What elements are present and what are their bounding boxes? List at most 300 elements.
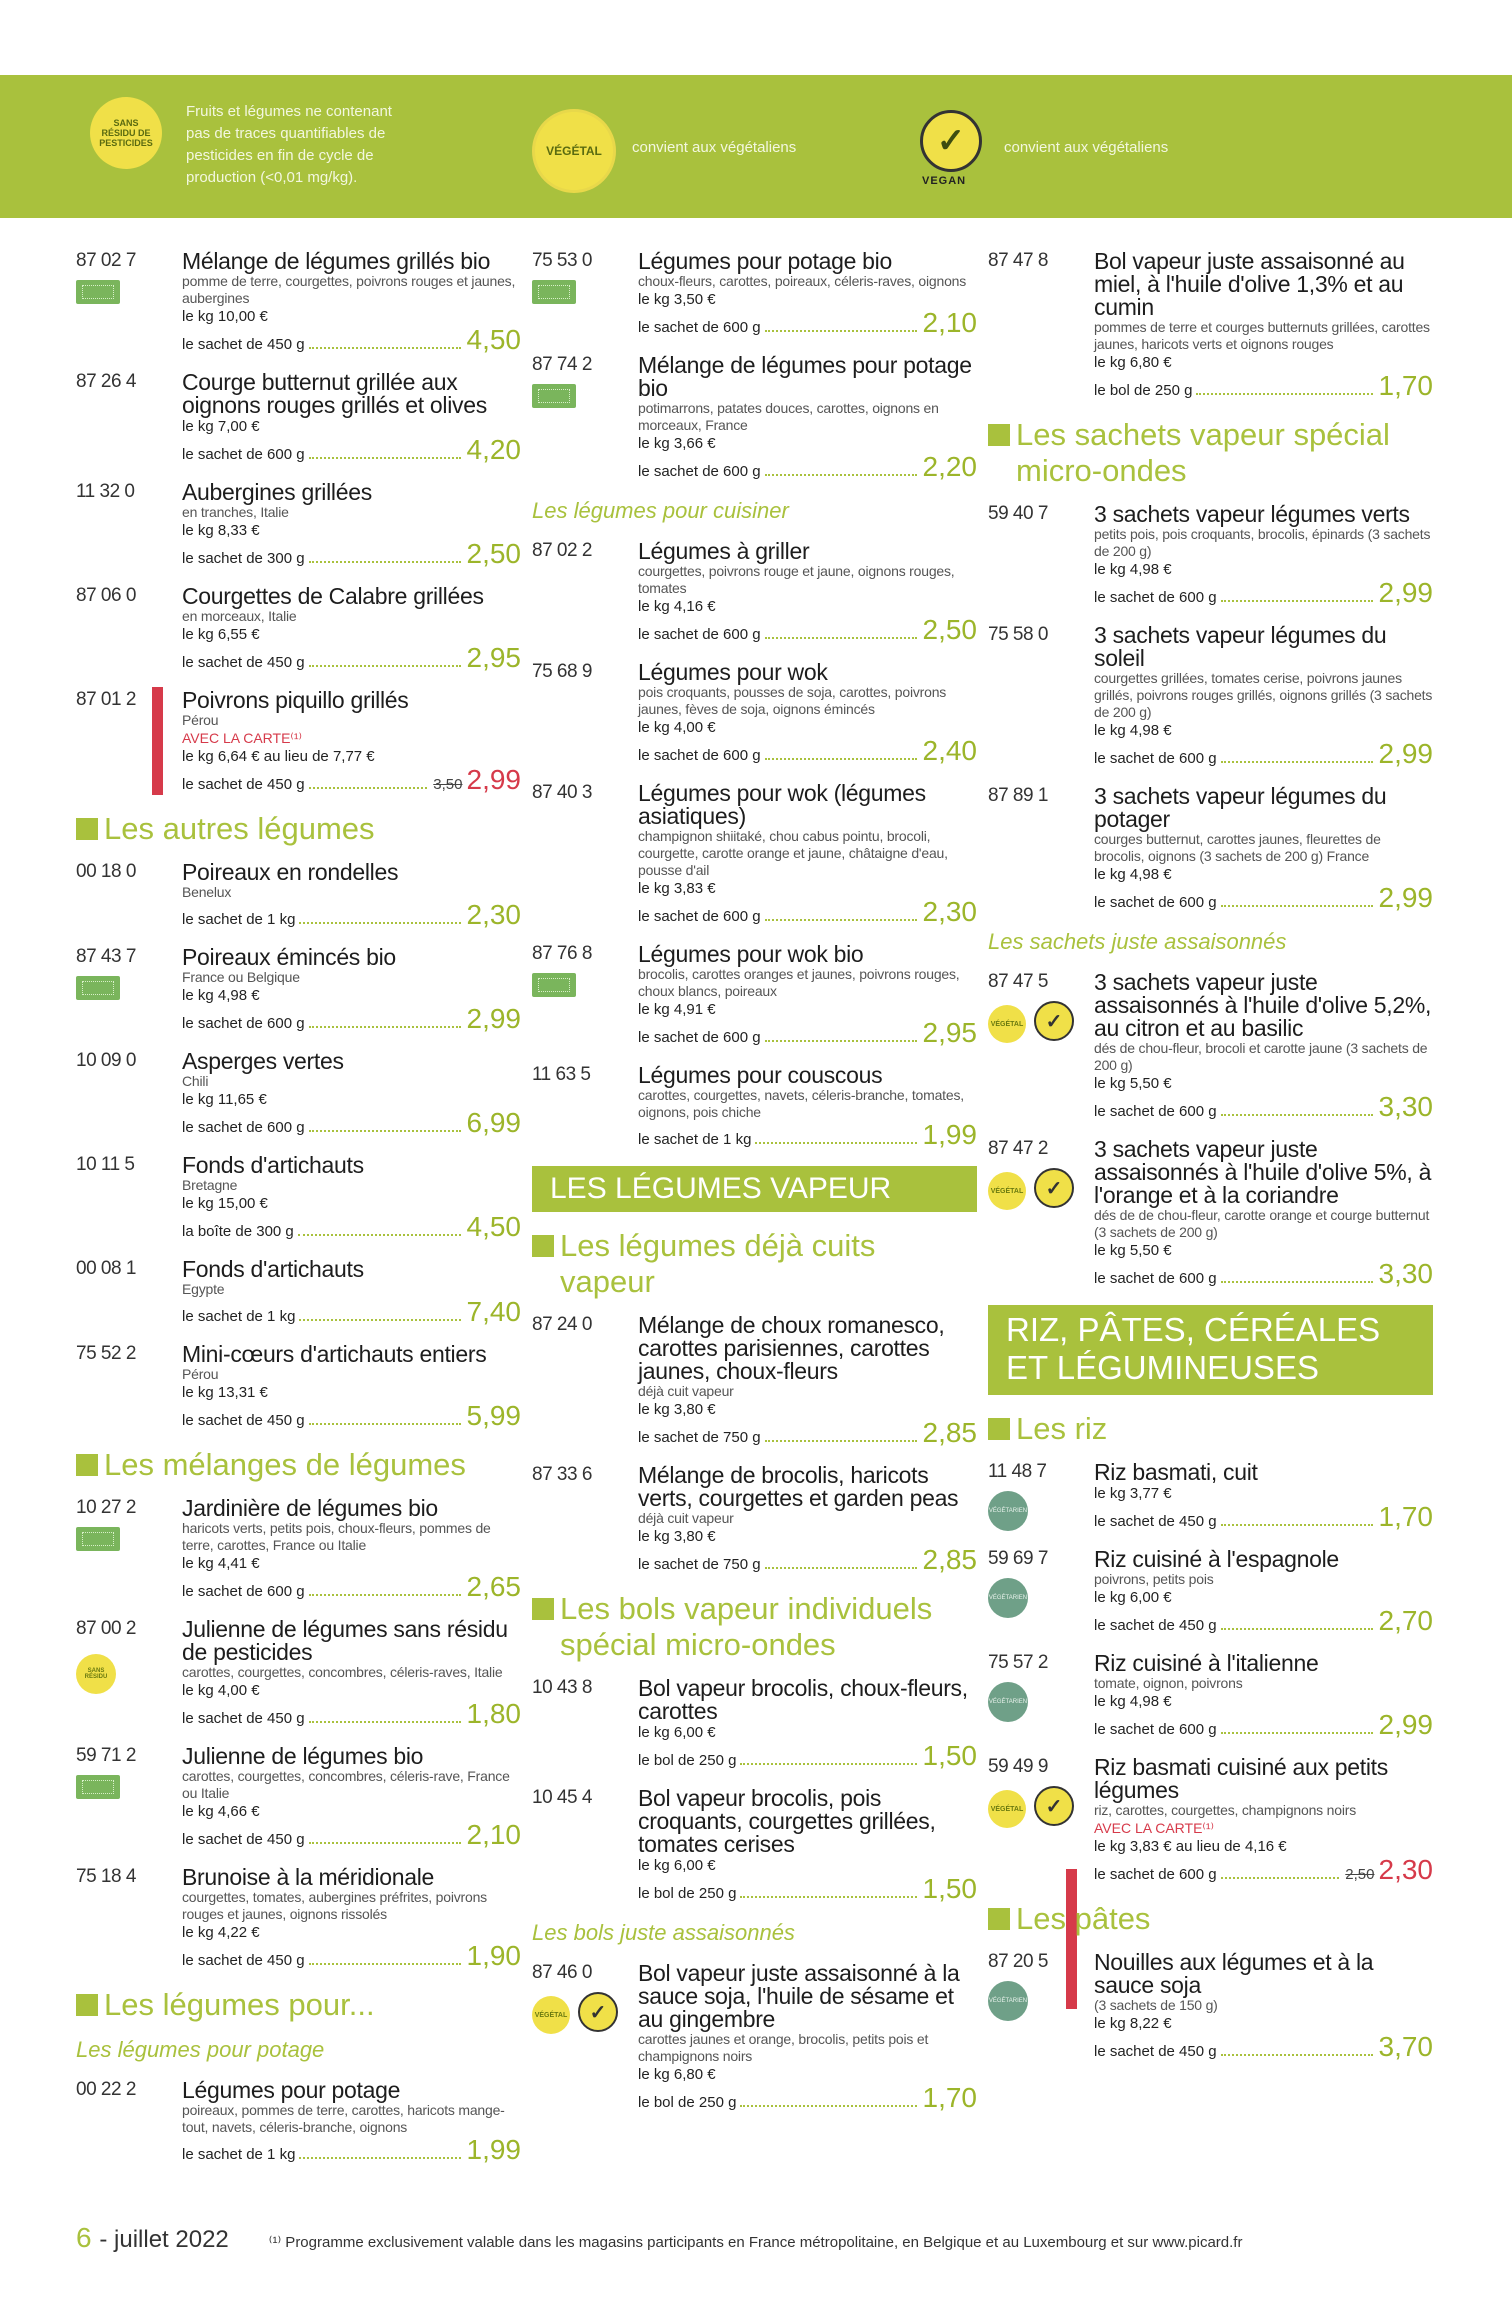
product-item xyxy=(76,1050,521,1136)
vegan-icon: ✓ xyxy=(578,1992,618,2032)
product-name: Légumes pour potage xyxy=(182,2077,401,2103)
price-per-kg: le kg 6,80 € xyxy=(1094,354,1172,371)
sans-residu-icon: SANS RÉSIDU xyxy=(76,1654,116,1694)
product-desc: carottes, courgettes, concombres, céleris-raves, Italie xyxy=(182,1664,503,1680)
product-name: Légumes à griller xyxy=(638,538,810,564)
price: 1,70 xyxy=(1378,1501,1433,1532)
price-per-kg: le kg 6,64 € au lieu de 7,77 € xyxy=(182,748,375,765)
product-item xyxy=(76,946,521,1032)
price-per-kg: le kg 4,98 € xyxy=(1094,561,1172,578)
product-name: Courge butternut grillée aux oignons rouges grillés et olives xyxy=(182,369,487,418)
product-code: 87 47 2 xyxy=(988,1138,1048,1159)
section-heading: Les autres légumes xyxy=(76,811,521,847)
unit: le sachet de 1 kg xyxy=(182,2146,296,2163)
price-per-kg: le kg 4,98 € xyxy=(182,987,260,1004)
product-name: Bol vapeur juste assaisonné à la sauce soja, l'huile de sésame et au gingembre xyxy=(638,1960,960,2032)
unit: le sachet de 600 g xyxy=(1094,1866,1217,1883)
price: 1,70 xyxy=(1378,370,1433,401)
product-desc: Chili xyxy=(182,1073,209,1089)
product-name: 3 sachets vapeur juste assaisonnés à l'huile d'olive 5,2%, au citron et au basilic xyxy=(1094,969,1432,1041)
price-per-kg: le kg 7,00 € xyxy=(182,418,260,435)
product-name: Riz basmati, cuit xyxy=(1094,1459,1258,1485)
product-item xyxy=(76,861,521,928)
subsection-heading: Les légumes pour potage xyxy=(76,2037,325,2062)
product-item xyxy=(532,1464,977,1573)
product-desc: choux-fleurs, carottes, poireaux, céleris-raves, oignons xyxy=(638,273,967,289)
unit: le sachet de 600 g xyxy=(1094,1270,1217,1287)
price-line xyxy=(1094,1258,1433,1289)
product-item xyxy=(76,1343,521,1429)
product-code: 87 74 2 xyxy=(532,354,592,375)
product-code: 10 11 5 xyxy=(76,1154,135,1175)
price: 2,30 xyxy=(466,899,521,930)
product-desc: Pérou xyxy=(182,712,219,728)
price-line xyxy=(1094,1854,1433,1885)
product-name: Bol vapeur juste assaisonné au miel, à l'huile d'olive 1,3% et au cumin xyxy=(1094,248,1405,320)
price: 5,99 xyxy=(466,1400,521,1431)
price-line xyxy=(638,451,977,482)
product-name: Fonds d'artichauts xyxy=(182,1256,364,1282)
unit: le sachet de 600 g xyxy=(638,626,761,643)
column-2 xyxy=(532,250,977,2129)
product-name: Julienne de légumes sans résidu de pesticides xyxy=(182,1616,508,1665)
price: 2,99 xyxy=(1378,738,1433,769)
unit: le bol de 250 g xyxy=(1094,382,1193,399)
product-desc: riz, carottes, courgettes, champignons noirs xyxy=(1094,1802,1356,1818)
sans-residu-badge-icon: SANS RÉSIDU DE PESTICIDES xyxy=(90,97,162,169)
product-code: 10 43 8 xyxy=(532,1677,592,1698)
subsection-heading: Les bols juste assaisonnés xyxy=(532,1920,795,1945)
old-price: 3,50 xyxy=(433,776,463,793)
price-line xyxy=(638,1544,977,1575)
product-name: Julienne de légumes bio xyxy=(182,1743,424,1769)
product-desc: courgettes, tomates, aubergines préfrites, poivrons rouges et jaunes, oignons rissolés xyxy=(182,1889,487,1922)
price: 4,50 xyxy=(466,324,521,355)
product-code: 59 71 2 xyxy=(76,1745,136,1766)
section-heading: Les mélanges de légumes xyxy=(76,1447,521,1483)
price-line xyxy=(182,764,521,795)
price-per-kg: le kg 3,66 € xyxy=(638,435,716,452)
product-code: 75 52 2 xyxy=(76,1343,136,1364)
product-item xyxy=(988,971,1433,1120)
product-name: Brunoise à la méridionale xyxy=(182,1864,435,1890)
product-name: Mélange de brocolis, haricots verts, courgettes et garden peas xyxy=(638,1462,959,1511)
price-line xyxy=(182,324,521,355)
unit: le sachet de 450 g xyxy=(1094,2043,1217,2060)
product-desc: haricots verts, petits pois, choux-fleurs, pommes de terre, carottes, France ou Italie xyxy=(182,1520,491,1553)
price-line xyxy=(638,1119,977,1150)
product-name: Jardinière de légumes bio xyxy=(182,1495,438,1521)
product-item xyxy=(532,1787,977,1902)
price: 3,70 xyxy=(1378,2031,1433,2062)
price: 2,50 xyxy=(922,614,977,645)
product-code: 11 48 7 xyxy=(988,1461,1047,1482)
unit: le sachet de 600 g xyxy=(182,446,305,463)
product-desc: France ou Belgique xyxy=(182,969,300,985)
product-code: 87 76 8 xyxy=(532,943,592,964)
product-code: 59 49 9 xyxy=(988,1756,1048,1777)
product-name: Mélange de légumes grillés bio xyxy=(182,248,491,274)
product-item xyxy=(532,661,977,764)
product-desc: dés de de chou-fleur, carotte orange et courge butternut (3 sachets de 200 g) xyxy=(1094,1207,1430,1240)
price: 7,40 xyxy=(466,1296,521,1327)
banner-text-vegan: convient aux végétaliens xyxy=(1004,139,1169,156)
product-item xyxy=(76,1154,521,1240)
product-code: 87 89 1 xyxy=(988,785,1048,806)
product-name: Légumes pour wok bio xyxy=(638,941,864,967)
product-name: Nouilles aux légumes et à la sauce soja xyxy=(1094,1949,1374,1998)
product-item xyxy=(76,585,521,671)
unit: le bol de 250 g xyxy=(638,1752,737,1769)
vegan-icon: ✓ xyxy=(1034,1168,1074,1208)
product-item xyxy=(532,250,977,336)
product-item xyxy=(532,354,977,480)
unit: le sachet de 450 g xyxy=(182,1710,305,1727)
product-code: 87 43 7 xyxy=(76,946,136,967)
banner-text-vegetal: convient aux végétaliens xyxy=(632,139,797,156)
unit: le sachet de 450 g xyxy=(182,1952,305,1969)
price-line xyxy=(638,1017,977,1048)
unit: le sachet de 600 g xyxy=(182,1583,305,1600)
product-desc: courgettes, poivrons rouge et jaune, oignons rouges, tomates xyxy=(638,563,955,596)
product-item xyxy=(988,1951,1433,2060)
price: 1,70 xyxy=(922,2082,977,2113)
price-line xyxy=(1094,882,1433,913)
product-name: Aubergines grillées xyxy=(182,479,372,505)
bio-logo-icon xyxy=(532,384,576,408)
product-desc: poireaux, pommes de terre, carottes, haricots mange-tout, navets, céleris-branche, oignons xyxy=(182,2102,505,2135)
old-price: 2,50 xyxy=(1345,1866,1375,1883)
vegetarien-icon: VÉGÉTARIEN xyxy=(988,1491,1028,1531)
product-name: Mélange de choux romanesco, carottes parisiennes, carottes jaunes, choux-fleurs xyxy=(638,1312,945,1384)
price-per-kg: le kg 4,22 € xyxy=(182,1924,260,1941)
product-desc: pomme de terre, courgettes, poivrons rouges et jaunes, aubergines xyxy=(182,273,516,306)
product-code: 11 32 0 xyxy=(76,481,135,502)
price-per-kg: le kg 15,00 € xyxy=(182,1195,268,1212)
product-item xyxy=(988,1652,1433,1738)
bio-logo-icon xyxy=(76,1775,120,1799)
bio-logo-icon xyxy=(76,280,120,304)
price-line xyxy=(182,1400,521,1431)
vegetarien-icon: VÉGÉTARIEN xyxy=(988,1578,1028,1618)
product-code: 10 45 4 xyxy=(532,1787,592,1808)
price: 1,50 xyxy=(922,1873,977,1904)
price: 1,90 xyxy=(466,1940,521,1971)
price-line xyxy=(182,642,521,673)
vegetal-icon: VÉGÉTAL xyxy=(988,1172,1026,1210)
product-name: Poivrons piquillo grillés xyxy=(182,687,409,713)
product-desc: pommes de terre et courges butternuts grillées, carottes jaunes, haricots verts et oignons rouges xyxy=(1094,319,1430,352)
product-desc: Bretagne xyxy=(182,1177,238,1193)
product-item xyxy=(988,1756,1433,1883)
price: 2,65 xyxy=(466,1571,521,1602)
product-code: 10 27 2 xyxy=(76,1497,136,1518)
product-item xyxy=(988,503,1433,606)
product-desc: brocolis, carottes oranges et jaunes, poivrons rouges, choux blancs, poireaux xyxy=(638,966,960,999)
vegetal-icon: VÉGÉTAL xyxy=(988,1005,1026,1043)
price-per-kg: le kg 3,83 € xyxy=(638,880,716,897)
price-line xyxy=(638,1417,977,1448)
unit: le sachet de 750 g xyxy=(638,1556,761,1573)
product-item xyxy=(76,481,521,567)
section-heading: Les légumes déjà cuits vapeur xyxy=(532,1228,977,1300)
price-per-kg: le kg 11,65 € xyxy=(182,1091,267,1108)
product-item xyxy=(988,1461,1433,1530)
price: 2,10 xyxy=(922,307,977,338)
unit: le sachet de 450 g xyxy=(182,654,305,671)
price-line xyxy=(182,1698,521,1729)
product-item xyxy=(532,1962,977,2111)
product-code: 00 22 2 xyxy=(76,2079,136,2100)
unit: le sachet de 600 g xyxy=(1094,1103,1217,1120)
product-desc: courgettes grillées, tomates cerise, poivrons jaunes grillés, poivrons rouges grillés, oignons grillés (3 sachets de 200 g) xyxy=(1094,670,1433,720)
bio-logo-icon xyxy=(76,1527,120,1551)
product-name: Bol vapeur brocolis, pois croquants, courgettes grillées, tomates cerises xyxy=(638,1785,936,1857)
product-item xyxy=(76,1258,521,1325)
price: 4,20 xyxy=(466,434,521,465)
price-per-kg: le kg 6,55 € xyxy=(182,626,260,643)
product-code: 87 26 4 xyxy=(76,371,136,392)
product-name: Fonds d'artichauts xyxy=(182,1152,364,1178)
price-per-kg: le kg 5,50 € xyxy=(1094,1075,1172,1092)
price-line xyxy=(1094,1091,1433,1122)
unit: le sachet de 450 g xyxy=(182,1831,305,1848)
vegetarien-icon: VÉGÉTARIEN xyxy=(988,1981,1028,2021)
vegetal-icon: VÉGÉTAL xyxy=(988,1790,1026,1828)
price-line xyxy=(182,1940,521,1971)
unit: le bol de 250 g xyxy=(638,2094,737,2111)
product-name: Légumes pour potage bio xyxy=(638,248,892,274)
vegetarien-icon: VÉGÉTARIEN xyxy=(988,1682,1028,1722)
product-item xyxy=(532,1314,977,1446)
price-per-kg: le kg 6,00 € xyxy=(638,1724,716,1741)
product-code: 87 02 7 xyxy=(76,250,136,271)
product-item xyxy=(532,1064,977,1148)
product-code: 75 53 0 xyxy=(532,250,592,271)
unit: le sachet de 750 g xyxy=(638,1429,761,1446)
unit: le bol de 250 g xyxy=(638,1885,737,1902)
product-item xyxy=(532,943,977,1046)
price-line xyxy=(182,538,521,569)
price-per-kg: le kg 10,00 € xyxy=(182,308,268,325)
unit: la boîte de 300 g xyxy=(182,1223,294,1240)
product-desc: poivrons, petits pois xyxy=(1094,1571,1214,1587)
price-line xyxy=(638,1873,977,1904)
price-per-kg: le kg 6,80 € xyxy=(638,2066,716,2083)
price-line xyxy=(182,434,521,465)
product-code: 87 01 2 xyxy=(76,689,136,710)
price-line xyxy=(1094,1605,1433,1636)
price: 2,20 xyxy=(922,451,977,482)
price-per-kg: le kg 6,00 € xyxy=(1094,1589,1172,1606)
price-line xyxy=(1094,370,1433,401)
section-heading: Les riz xyxy=(988,1411,1433,1447)
section-heading: Les sachets vapeur spécial micro-ondes xyxy=(988,417,1433,489)
product-code: 87 06 0 xyxy=(76,585,136,606)
price-per-kg: le kg 4,00 € xyxy=(638,719,716,736)
price: 1,99 xyxy=(466,2134,521,2165)
product-desc: Pérou xyxy=(182,1366,219,1382)
product-name: Légumes pour wok xyxy=(638,659,828,685)
product-desc: en tranches, Italie xyxy=(182,504,289,520)
price: 2,10 xyxy=(466,1819,521,1850)
product-desc: déjà cuit vapeur xyxy=(638,1383,734,1399)
price-per-kg: le kg 4,16 € xyxy=(638,598,716,615)
product-item xyxy=(76,1745,521,1848)
bio-logo-icon xyxy=(532,280,576,304)
price: 4,50 xyxy=(466,1211,521,1242)
product-item xyxy=(532,782,977,925)
product-name: Riz basmati cuisiné aux petits légumes xyxy=(1094,1754,1388,1803)
unit: le sachet de 600 g xyxy=(638,747,761,764)
unit: le sachet de 600 g xyxy=(638,463,761,480)
price-per-kg: le kg 3,80 € xyxy=(638,1401,716,1418)
price-per-kg: le kg 3,80 € xyxy=(638,1528,716,1545)
price-line xyxy=(182,2134,521,2165)
product-code: 59 69 7 xyxy=(988,1548,1048,1569)
section-heading: Les pâtes xyxy=(988,1901,1433,1937)
product-desc: Egypte xyxy=(182,1281,225,1297)
promo-label: AVEC LA CARTE⁽¹⁾ xyxy=(182,730,302,746)
product-name: 3 sachets vapeur légumes du potager xyxy=(1094,783,1387,832)
price-line xyxy=(182,1571,521,1602)
subsection-heading: Les légumes pour cuisiner xyxy=(532,498,789,523)
product-item xyxy=(988,1138,1433,1287)
unit: le sachet de 600 g xyxy=(638,908,761,925)
price: 1,99 xyxy=(922,1119,977,1150)
price: 6,99 xyxy=(466,1107,521,1138)
vegetal-icon: VÉGÉTAL xyxy=(532,1996,570,2034)
unit: le sachet de 450 g xyxy=(182,776,305,793)
footer xyxy=(76,2222,1456,2254)
unit: le sachet de 600 g xyxy=(182,1015,305,1032)
column-1 xyxy=(76,250,521,2181)
page-number: 6 - juillet 2022 xyxy=(76,2222,229,2253)
product-code: 75 57 2 xyxy=(988,1652,1048,1673)
unit: le sachet de 300 g xyxy=(182,550,305,567)
unit: le sachet de 450 g xyxy=(1094,1617,1217,1634)
category-band: RIZ, PÂTES, CÉRÉALES ET LÉGUMINEUSES xyxy=(988,1305,1433,1395)
product-item xyxy=(532,540,977,643)
product-name: Mélange de légumes pour potage bio xyxy=(638,352,972,401)
price: 2,95 xyxy=(466,642,521,673)
product-name: Bol vapeur brocolis, choux-fleurs, carottes xyxy=(638,1675,968,1724)
product-name: Asperges vertes xyxy=(182,1048,344,1074)
price: 2,40 xyxy=(922,735,977,766)
price: 3,30 xyxy=(1378,1258,1433,1289)
unit: le sachet de 600 g xyxy=(182,1119,305,1136)
product-name: 3 sachets vapeur légumes verts xyxy=(1094,501,1410,527)
unit: le sachet de 600 g xyxy=(1094,1721,1217,1738)
product-name: Riz cuisiné à l'espagnole xyxy=(1094,1546,1339,1572)
category-band: LES LÉGUMES VAPEUR xyxy=(532,1166,977,1212)
price-per-kg: le kg 8,33 € xyxy=(182,522,260,539)
unit: le sachet de 450 g xyxy=(182,336,305,353)
unit: le sachet de 600 g xyxy=(1094,894,1217,911)
product-desc: carottes jaunes et orange, brocolis, petits pois et champignons noirs xyxy=(638,2031,929,2064)
product-code: 87 24 0 xyxy=(532,1314,592,1335)
product-desc: pois croquants, pousses de soja, carottes, poivrons jaunes, fèves de soja, oignons émincés xyxy=(638,684,947,717)
price: 2,99 xyxy=(466,764,521,795)
product-name: 3 sachets vapeur légumes du soleil xyxy=(1094,622,1387,671)
section-heading: Les bols vapeur individuels spécial micro-ondes xyxy=(532,1591,977,1663)
vegan-badge-icon: ✓ xyxy=(920,110,982,172)
product-code: 87 47 8 xyxy=(988,250,1048,271)
price-line xyxy=(638,735,977,766)
product-code: 87 00 2 xyxy=(76,1618,136,1639)
price-line xyxy=(182,899,521,930)
vegan-caption: VEGAN xyxy=(922,175,967,187)
vegan-icon: ✓ xyxy=(1034,1786,1074,1826)
promo-label: AVEC LA CARTE⁽¹⁾ xyxy=(1094,1820,1214,1836)
product-desc: courges butternut, carottes jaunes, fleurettes de brocolis, oignons (3 sachets de 200 g) France xyxy=(1094,831,1381,864)
price-per-kg: le kg 8,22 € xyxy=(1094,2015,1172,2032)
product-item xyxy=(76,689,521,793)
product-desc: carottes, courgettes, concombres, céleris-rave, France ou Italie xyxy=(182,1768,510,1801)
unit: le sachet de 450 g xyxy=(182,1412,305,1429)
unit: le sachet de 600 g xyxy=(1094,589,1217,606)
price-line xyxy=(182,1003,521,1034)
price-line xyxy=(638,896,977,927)
product-code: 87 47 5 xyxy=(988,971,1048,992)
product-item xyxy=(988,1548,1433,1634)
product-desc: Benelux xyxy=(182,884,232,900)
price: 3,30 xyxy=(1378,1091,1433,1122)
price-line xyxy=(182,1296,521,1327)
price-line xyxy=(182,1819,521,1850)
product-code: 75 18 4 xyxy=(76,1866,136,1887)
product-code: 11 63 5 xyxy=(532,1064,591,1085)
footnote: ⁽¹⁾ Programme exclusivement valable dans les magasins participants en France métropolitaine, en Belgique et au Luxembourg et sur www.picard.fr xyxy=(268,2234,1243,2251)
price: 2,30 xyxy=(922,896,977,927)
price: 2,99 xyxy=(466,1003,521,1034)
product-desc: carottes, courgettes, navets, céleris-branche, tomates, oignons, pois chiche xyxy=(638,1087,964,1120)
product-code: 59 40 7 xyxy=(988,503,1048,524)
product-name: Poireaux en rondelles xyxy=(182,859,399,885)
price-per-kg: le kg 4,98 € xyxy=(1094,722,1172,739)
product-code: 75 68 9 xyxy=(532,661,592,682)
price-line xyxy=(1094,1709,1433,1740)
price-line xyxy=(638,2082,977,2113)
product-name: Légumes pour wok (légumes asiatiques) xyxy=(638,780,926,829)
product-name: Courgettes de Calabre grillées xyxy=(182,583,484,609)
product-code: 87 40 3 xyxy=(532,782,592,803)
price: 2,95 xyxy=(922,1017,977,1048)
price-per-kg: le kg 4,98 € xyxy=(1094,866,1172,883)
product-desc: champignon shiitaké, chou cabus pointu, brocoli, courgette, carotte orange et jaune, châtaigne d'eau, pousse d'ail xyxy=(638,828,948,878)
price-line xyxy=(1094,2031,1433,2062)
vegan-icon: ✓ xyxy=(1034,1001,1074,1041)
product-name: Poireaux émincés bio xyxy=(182,944,396,970)
price: 2,99 xyxy=(1378,882,1433,913)
price: 2,99 xyxy=(1378,577,1433,608)
column-3 xyxy=(988,250,1433,2078)
price: 2,50 xyxy=(466,538,521,569)
price-per-kg: le kg 4,66 € xyxy=(182,1803,260,1820)
price-line xyxy=(1094,1501,1433,1532)
product-desc: potimarrons, patates douces, carottes, oignons en morceaux, France xyxy=(638,400,939,433)
product-name: Mini-cœurs d'artichauts entiers xyxy=(182,1341,487,1367)
price-line xyxy=(638,614,977,645)
price-line xyxy=(1094,738,1433,769)
product-code: 00 18 0 xyxy=(76,861,136,882)
product-item xyxy=(988,250,1433,399)
product-item xyxy=(76,2079,521,2163)
price-per-kg: le kg 3,83 € au lieu de 4,16 € xyxy=(1094,1838,1287,1855)
product-code: 87 02 2 xyxy=(532,540,592,561)
unit: le sachet de 1 kg xyxy=(182,911,296,928)
legend-banner xyxy=(0,75,1512,218)
